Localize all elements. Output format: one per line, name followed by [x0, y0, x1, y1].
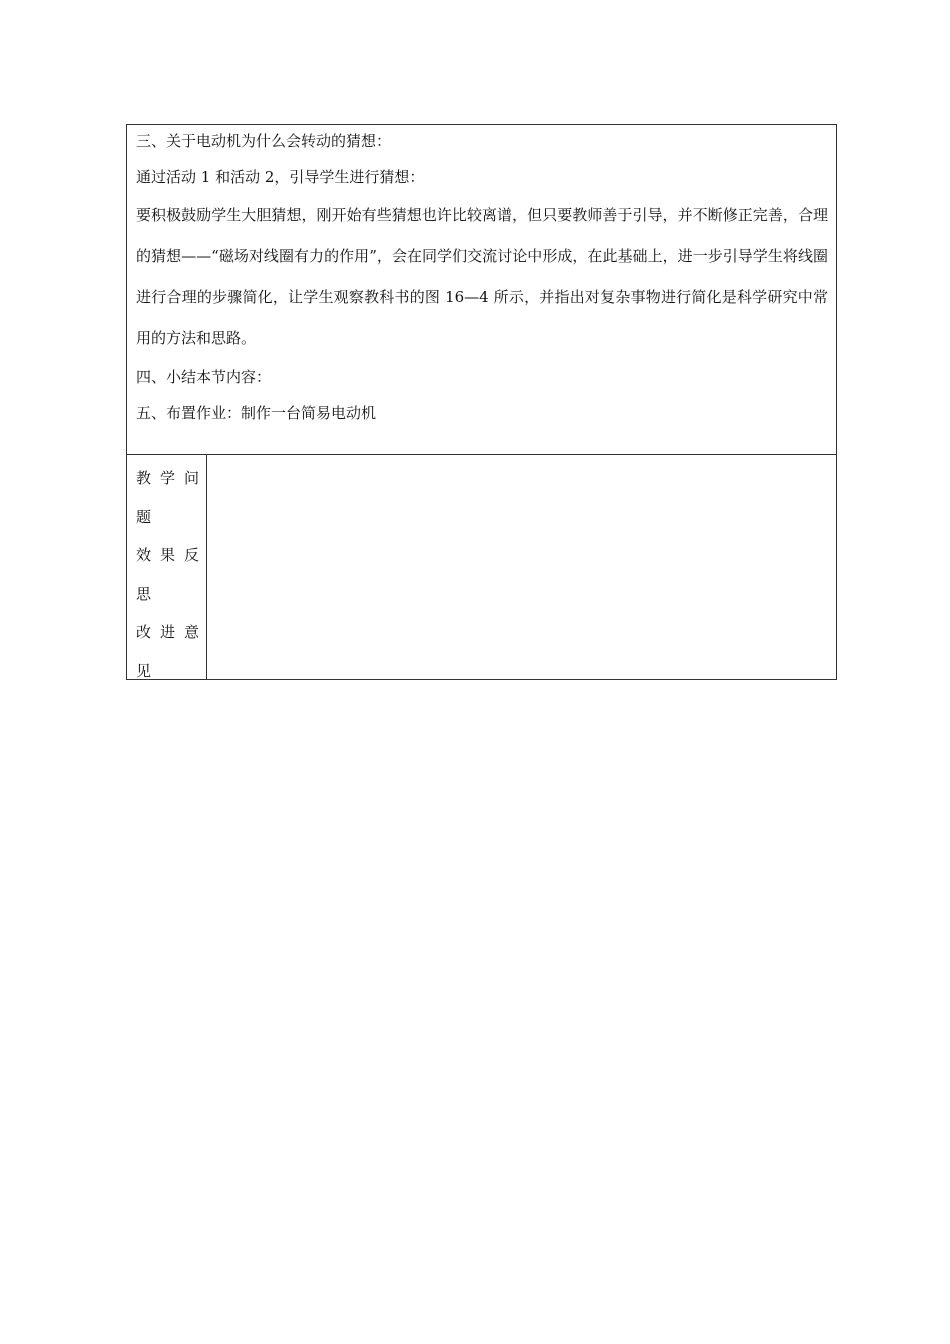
reflection-label-cell	[127, 455, 207, 679]
reflection-row	[127, 455, 836, 679]
label-line-6: 见	[136, 661, 161, 680]
label-line-3: 效果反	[136, 546, 209, 564]
label-line-5: 改进意	[136, 623, 209, 641]
label-line-2: 题	[136, 507, 161, 526]
intro-line: 通过活动 1 和活动 2，引导学生进行猜想：	[136, 168, 425, 186]
label-line-1: 教学问	[136, 469, 209, 487]
lesson-content-cell	[127, 125, 836, 455]
guess-paragraph: 要积极鼓励学生大胆猜想，刚开始有些猜想也许比较离谱，但只要教师善于引导，并不断修正完善，合理的猜想——“磁场对线圈有力的作用”，会在同学们交流讨论中形成，在此基础上，进一步引导学生将线圈进行合理的步骤简化，让学生观察教科书的图 16—4 所示，并指出对复杂事物进行简化是科学研究中常用的方法和思路。	[136, 206, 828, 347]
section-heading-4: 四、小结本节内容：	[136, 368, 272, 386]
lesson-table	[126, 124, 837, 680]
label-line-4: 思	[136, 584, 161, 603]
section-heading-5: 五、布置作业：制作一台简易电动机	[136, 404, 377, 422]
section-heading-3: 三、关于电动机为什么会转动的猜想：	[136, 132, 392, 150]
reflection-content-cell[interactable]	[207, 455, 836, 679]
